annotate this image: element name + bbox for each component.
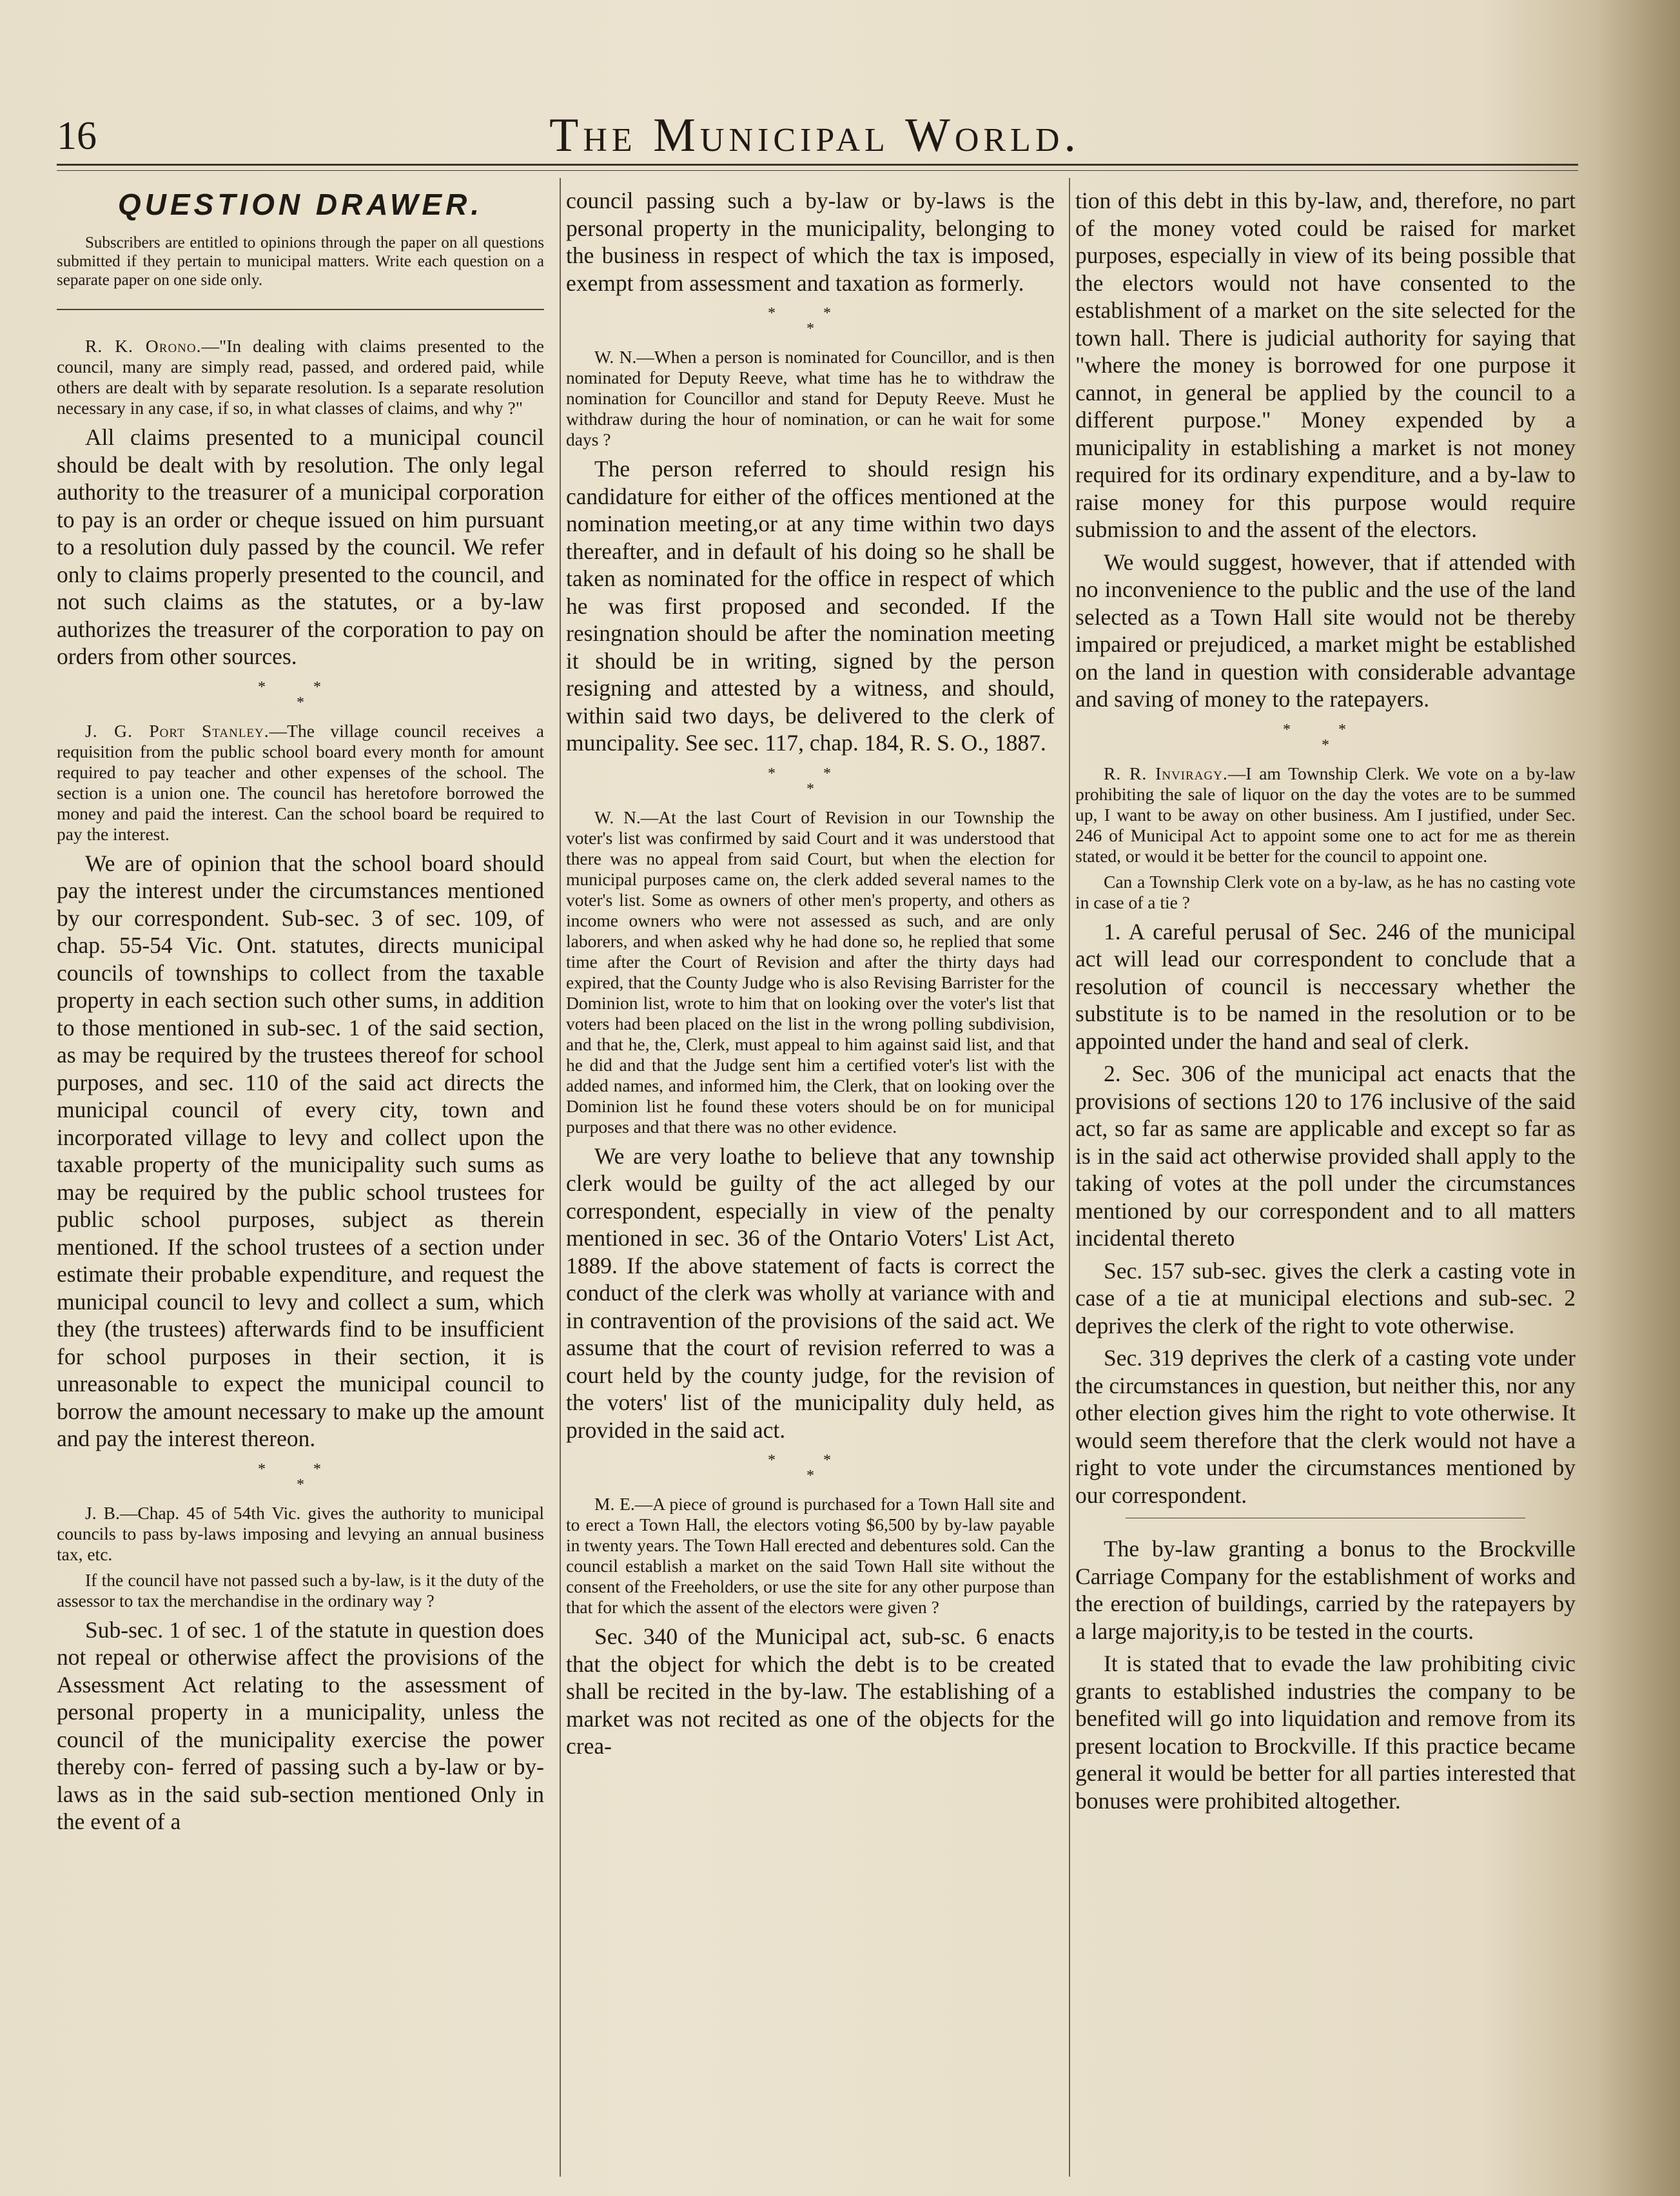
header-rule-thin — [57, 170, 1578, 171]
question-signature: J. G. Port Stanley. — [85, 720, 269, 741]
separator-stars: * * * — [768, 305, 853, 337]
column-divider — [560, 178, 561, 2177]
answer: All claims presented to a municipal council should be dealt with by resolution. The only legal authority to the treasurer of a municipal corporation to pay is an order or cheque issued on him pursuant to a resolution duly passed by the council. We refer only to claims properly presented to the council, and not such claims as the statutes, or a by-law authorizes the treasurer of the corporation to pay on orders from other sources. — [57, 424, 544, 669]
question — [1075, 763, 1576, 867]
answer: We would suggest, however, that if attended with no inconvenience to the public and the use of the land selected as a Town Hall site would not be thereby impaired or prejudiced, a market might be established on the land in question with considerable advantage and saving of money to the ratepayers. — [1075, 549, 1576, 712]
answer: The person referred to should resign his candidature for either of the offices mentioned at the nomination meeting,or at any time within two days thereafter, and in default of his doing so he shall be taken as nominated for the office in respect of which he was first proposed and seconded. If the resingnation should be after the nomination meeting it should be in writing, signed by the person resigning and attested by a witness, and should, within said two days, be delivered to the clerk of muncipality. See sec. 117, chap. 184, R. S. O., 1887. — [566, 456, 1055, 756]
column-2 — [566, 187, 1055, 2183]
question-text: —The village council receives a requisition from the public school board every month for amount required to pay teacher and other expenses of the school. The section is a union one. The council has heretofore borrowed the money and paid the interest. Can the school board be required to pay the interest. — [57, 720, 544, 844]
question: J. B.—Chap. 45 of 54th Vic. gives the authority to municipal councils to pass by-laws imposing and levying an annual business tax, etc. — [57, 1502, 544, 1564]
page-number: 16 — [57, 114, 97, 158]
column-1 — [57, 187, 544, 2183]
answer: 1. A careful perusal of Sec. 246 of the municipal act will lead our correspondent to conclude that a resolution of council is neccessary whether the substitute is to be named in the resolution or to be appointed under the hand and seal of clerk. — [1075, 918, 1576, 1054]
question-text: —I am Township Clerk. We vote on a by-law prohibiting the sale of liquor on the day the votes are to be summed up, I want to be away on other business. Am I justified, under Sec. 246 of Municipal Act to appoint some one to act for me as therein stated, or would it be better for the council to appoint one. — [1075, 763, 1576, 866]
news-item: It is stated that to evade the law prohibiting civic grants to established industries the company to be benefited will go into liquidation and remove from its present location to Brockville. If this practice became general it would be better for all parties interested that bonuses were prohibited altogether. — [1075, 1651, 1576, 1814]
answer: Sec. 319 deprives the clerk of a casting vote under the circumstances in question, but neither this, nor any other election gives him the right to vote otherwise. It would seem therefore that the clerk would not have a right to vote under the circumstances mentioned by our correspondent. — [1075, 1345, 1576, 1508]
subscribers-note: Subscribers are entitled to opinions through the paper on all questions submitted if they pertain to municipal matters. Write each question on a separate paper on one side only. — [57, 234, 544, 289]
answer: Sec. 157 sub-sec. gives the clerk a casting vote in case of a tie at municipal elections and sub-sec. 2 deprives the clerk of the right to vote otherwise. — [1075, 1257, 1576, 1338]
separator-stars: * * * — [768, 765, 853, 798]
answer: We are very loathe to believe that any township clerk would be guilty of the act alleged by our correspondent, especially in view of the penalty mentioned in sec. 36 of the Ontario Voters' List Act, 1889. If the above statement of facts is correct the conduct of the clerk was wholly at variance with and in contravention of the provisions of the said act. We assume that the court of revision referred to was a court held by the county judge, for the revision of the voters' list of the municipality duly held, as provided in the said act. — [566, 1142, 1055, 1443]
separator-stars: * * * — [258, 1460, 343, 1493]
question: Can a Township Clerk vote on a by-law, as he has no casting vote in case of a tie ? — [1075, 871, 1576, 912]
answer-continued: tion of this debt in this by-law, and, therefore, no part of the money voted could be raised for market purposes, especially in view of its being possible that the electors would not have consented to the establishment of a market on the site selected for the town hall. There is judicial authority for saying that "where the money is borrowed for one purpose it cannot, in general be applied by the council to a different purpose." Money expended by a municipality in establishing a market is not money required for its ordinary expenditure, and a by-law to raise money for this purpose would require submission to and the assent of the electors. — [1075, 188, 1576, 542]
answer: 2. Sec. 306 of the municipal act enacts that the provisions of sections 120 to 176 inclusive of the said act, so far as same are applicable and except so far as is in the said act otherwise provided shall apply to the taking of votes at the poll under the circumstances mentioned by our correspondent and to all matters incidental thereto — [1075, 1061, 1576, 1251]
column-divider — [1069, 178, 1070, 2177]
answer: Sub-sec. 1 of sec. 1 of the statute in question does not repeal or otherwise affect the provisions of the Assessment Act relating to the assessment of personal property in a municipality, unless the council of the municipality exercise the power thereby con- ferred of passing such a by-law or by-laws as in the said sub-section mentioned Only in the event of a — [57, 1616, 544, 1834]
separator-stars: * * * — [1283, 721, 1368, 754]
question-text: —"In dealing with claims presented to the council, many are simply read, passed, and ordered paid, while others are dealt with by separate resolution. Is a separate resolution necessary in any case, if so, in what classes of claims, and why ?" — [57, 336, 544, 418]
separator-stars: * * * — [258, 678, 343, 711]
question — [57, 721, 544, 845]
question: If the council have not passed such a by-law, is it the duty of the assessor to tax the merchandise in the ordinary way ? — [57, 1569, 544, 1611]
header-rule — [57, 164, 1578, 166]
question-signature: R. R. Inviragy. — [1104, 763, 1228, 783]
separator-stars: * * * — [768, 1452, 853, 1484]
question — [57, 336, 544, 418]
question: W. N.—At the last Court of Revision in our Township the voter's list was confirmed by said Court and it was understood that there was no appeal from said Court, but when the election for municipal purposes came on, the clerk added several names to the voter's list. Some as owners of other men's property, and others as income owners who were not assessed as such, and are only laborers, and when asked why he had done so, he replied that some time after the Court of Revision and after the thirty days had expired, that the County Judge who is also Revising Barrister for the Dominion list, wrote to him that on looking over the voter's list that voters had been placed on the list in the wrong polling subdivision, and that he, the, Clerk, must appeal to him against said list, and that he did and that the Judge sent him a certified voter's list with the added names, and informed him, the Clerk, that on looking over the Dominion list he found these voters should be on for municipal purposes and that there was no other evidence. — [566, 807, 1055, 1137]
section-title: QUESTION DRAWER. — [117, 188, 483, 221]
masthead: The Municipal World. — [549, 109, 1080, 162]
news-item: The by-law granting a bonus to the Brockville Carriage Company for the establishment of works and the erection of buildings, carried by the ratepayers by a large majority,is to be tested in the courts. — [1075, 1536, 1576, 1644]
divider — [57, 309, 544, 310]
answer-continued: council passing such a by-law or by-laws is the personal property in the municipality, belonging to the business in respect of which the tax is imposed, exempt from assessment and taxation as formerly. — [566, 188, 1055, 296]
question: W. N.—When a person is nominated for Councillor, and is then nominated for Deputy Reeve, what time has he to withdraw the nomination for Councillor and stand for Deputy Reeve. Must he withdraw during the hour of nomination, or can he wait for some days ? — [566, 347, 1055, 449]
question-signature: R. K. Orono. — [85, 336, 202, 356]
page-header — [57, 108, 1573, 166]
question: M. E.—A piece of ground is purchased for a Town Hall site and to erect a Town Hall, the electors voting $6,500 by by-law payable in twenty years. The Town Hall erected and debentures sold. Can the council establish a market on the said Town Hall site without the consent of the Freeholders, or use the site for any other purpose than that for which the assent of the electors were given ? — [566, 1494, 1055, 1617]
answer: Sec. 340 of the Municipal act, sub-sc. 6 enacts that the object for which the debt is to be created shall be recited in the by-law. The establishing of a market was not recited as one of the objects for the crea- — [566, 1623, 1055, 1759]
column-3 — [1075, 187, 1576, 2183]
answer: We are of opinion that the school board should pay the interest under the circumstances mentioned by our correspondent. Sub-sec. 3 of sec. 109, of chap. 55-54 Vic. Ont. statutes, directs municipal councils of townships to collect from the taxable property in each section such other sums, in addition to those mentioned in sub-sec. 1 of the said section, as may be required by the trustees thereof for school purposes, and sec. 110 of the said act directs the municipal council of every city, town and incorporated village to levy and collect upon the taxable property of the municipality such sums as may be required by the public school trustees for public school purposes, subject as therein mentioned. If the school trustees of a section under estimate their probable expenditure, and request the municipal council to levy and collect a sum, which they (the trustees) afterwards find to be insufficient for school purposes in their section, it is unreasonable to expect the municipal council to borrow the amount necessary to make up the amount and pay the interest thereon. — [57, 850, 544, 1451]
